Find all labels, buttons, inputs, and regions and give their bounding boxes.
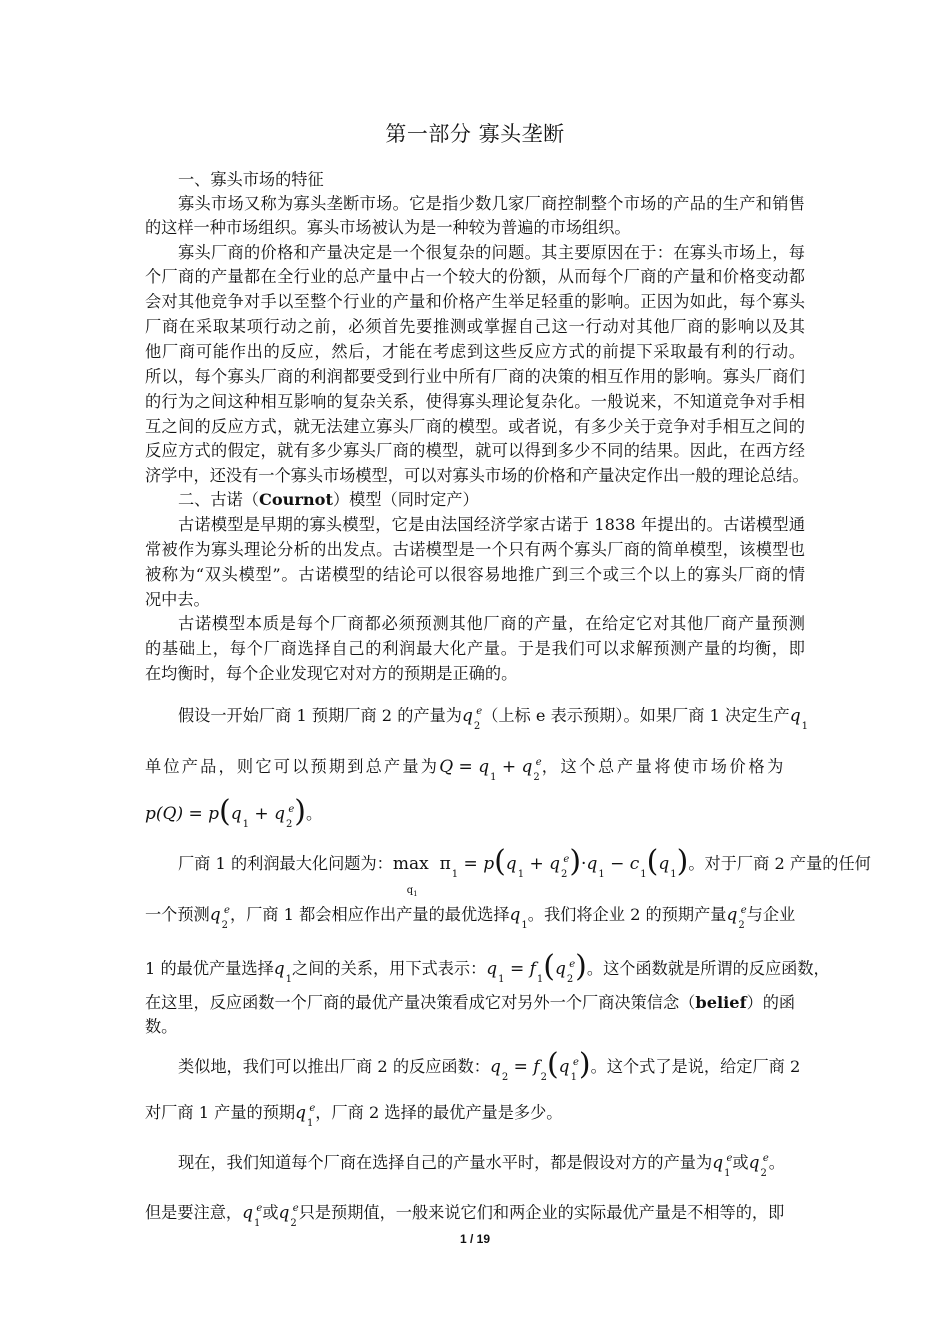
paragraph-line: 被称为“双头模型”。古诺模型的结论可以很容易地推广到三个或三个以上的寡头厂商的情 (145, 565, 805, 584)
paragraph-line: 厂商在采取某项行动之前，必须首先要推测或掌握自己这一行动对其他厂商的影响以及其 (145, 317, 805, 336)
paragraph-line: 厂商 1 的利润最大化问题为：$\max_{q_1}\pi_1 = p(q_1 + q_2^e)\cdot q_1 - c_1(q_1)$。对于厂商 2 产量的任何 (178, 844, 871, 898)
paragraph-line: 会对其他竞争对手以至整个行业的产量和价格产生举足轻重的影响。正因为如此，每个寡头 (145, 292, 805, 311)
formula: $q_2^e$ (209, 905, 230, 931)
paragraph-line: 数。 (145, 1017, 178, 1036)
paragraph-line: 在这里，反应函数一个厂商的最优产量决策看成它对另外一个厂商决策信念（belief）的函 (145, 993, 796, 1012)
formula: $q_1$ (789, 706, 809, 732)
formula: $q_1 = f_1(q_2^e)$ (486, 949, 587, 985)
paragraph-line: 但是要注意，$q_1^e$或$q_2^e$只是预期值，一般来说它们和两企业的实际最优产量是不相等的，即 (145, 1203, 785, 1229)
paragraph-line: 一个预测$q_2^e$，厂商 1 都会相应作出产量的最优选择$q_1$。我们将企业 2 的预期产量$q_2^e$与企业 (145, 905, 796, 931)
paragraph-line: 对厂商 1 产量的预期$q_1^e$，厂商 2 选择的最优产量是多少。 (145, 1103, 563, 1129)
formula: $p(Q) = p(q_1 + q_2^e)$ (145, 794, 306, 830)
page-number: 1 / 19 (459, 1232, 491, 1246)
formula: $q_1$ (509, 905, 528, 931)
paragraph-line: 反应方式的假定，就有多少寡头厂商的模型，就可以得到多少不同的结果。因此，在西方经 (145, 441, 805, 460)
paragraph-line: 常被作为寡头理论分析的出发点。古诺模型是一个只有两个寡头厂商的简单模型，该模型也 (145, 540, 805, 559)
section-heading-1: 一、寡头市场的特征 (178, 170, 324, 189)
paragraph-line: 所以，每个寡头厂商的利润都要受到行业中所有厂商的决策的相互作用的影响。寡头厂商们 (145, 367, 805, 386)
formula: $q_1^e$ (712, 1153, 733, 1179)
paragraph-line: 古诺模型本质是每个厂商都必须预测其他厂商的产量，在给定它对其他厂商产量预测 (178, 614, 805, 633)
formula: $q_2^e$ (462, 706, 483, 732)
paragraph-line: 的基础上，每个厂商选择自己的利润最大化产量。于是我们可以求解预测产量的均衡，即 (145, 639, 805, 658)
formula: $q_2^e$ (726, 905, 747, 931)
paragraph-line: 济学中，还没有一个寡头市场模型，可以对寡头市场的价格和产量决定作出一般的理论总结。 (145, 466, 809, 485)
section-heading-2: 二、古诺（Cournot）模型（同时定产） (178, 490, 479, 509)
paragraph-line: 个厂商的产量都在全行业的总产量中占一个较大的份额，从而每个厂商的产量和价格变动都 (145, 267, 805, 286)
paragraph-line: 在均衡时，每个企业发现它对对方的预期是正确的。 (145, 664, 518, 683)
paragraph-line: $p(Q) = p(q_1 + q_2^e)$。 (145, 794, 323, 830)
paragraph-line: 寡头厂商的价格和产量决定是一个很复杂的问题。其主要原因在于：在寡头市场上，每 (178, 243, 805, 262)
formula: $Q = q_1 + q_2^e$ (439, 757, 542, 783)
paragraph-line: 假设一开始厂商 1 预期厂商 2 的产量为$q_2^e$（上标 e 表示预期）。如果厂商 1 决定生产$q_1$ (178, 706, 809, 732)
paragraph-line: 现在，我们知道每个厂商在选择自己的产量水平时，都是假设对方的产量为$q_1^e$或$q_2^e$。 (178, 1153, 785, 1179)
formula: $q_2^e$ (748, 1153, 769, 1179)
paragraph-line: 的这样一种市场组织。寡头市场被认为是一种较为普遍的市场组织。 (145, 218, 631, 237)
formula: $q_2 = f_2(q_1^e)$ (489, 1047, 591, 1083)
paragraph-line: 的行为之间这种相互影响的复杂关系，使得寡头理论复杂化。一般说来，不知道竞争对手相 (145, 392, 805, 411)
paragraph-line: 1 的最优产量选择$q_1$之间的关系，用下式表示：$q_1 = f_1(q_2^e)$。这个函数就是所谓的反应函数， (145, 949, 830, 985)
paragraph-line: 寡头市场又称为寡头垄断市场。它是指少数几家厂商控制整个市场的产品的生产和销售 (178, 194, 805, 213)
paragraph-line: 互之间的反应方式，就无法建立寡头厂商的模型。或者说，有多少关于竞争对手相互之间的 (145, 417, 805, 436)
formula: $q_1$ (273, 959, 293, 985)
page-title: 第一部分 寡头垄断 (385, 122, 565, 146)
paragraph-line: 类似地，我们可以推出厂商 2 的反应函数：$q_2 = f_2(q_1^e)$。这个式了是说，给定厂商 2 (178, 1047, 801, 1083)
formula: $q_1^e$ (242, 1203, 263, 1229)
paragraph-line: 古诺模型是早期的寡头模型，它是由法国经济学家古诺于 1838 年提出的。古诺模型通 (178, 515, 805, 534)
paragraph-line: 况中去。 (145, 590, 210, 609)
paragraph-line: 单位产品，则它可以预期到总产量为$Q = q_1 + q_2^e$，这个总产量将使市场价格为 (145, 757, 786, 783)
formula: $\max_{q_1}\pi_1 = p(q_1 + q_2^e)\cdot q_1 - c_1(q_1)$ (392, 844, 689, 898)
formula: $q_1^e$ (295, 1103, 316, 1129)
formula: $q_2^e$ (278, 1203, 299, 1229)
paragraph-line: 他厂商可能作出的反应，然后，才能在考虑到这些反应方式的前提下采取最有利的行动。 (145, 342, 805, 361)
